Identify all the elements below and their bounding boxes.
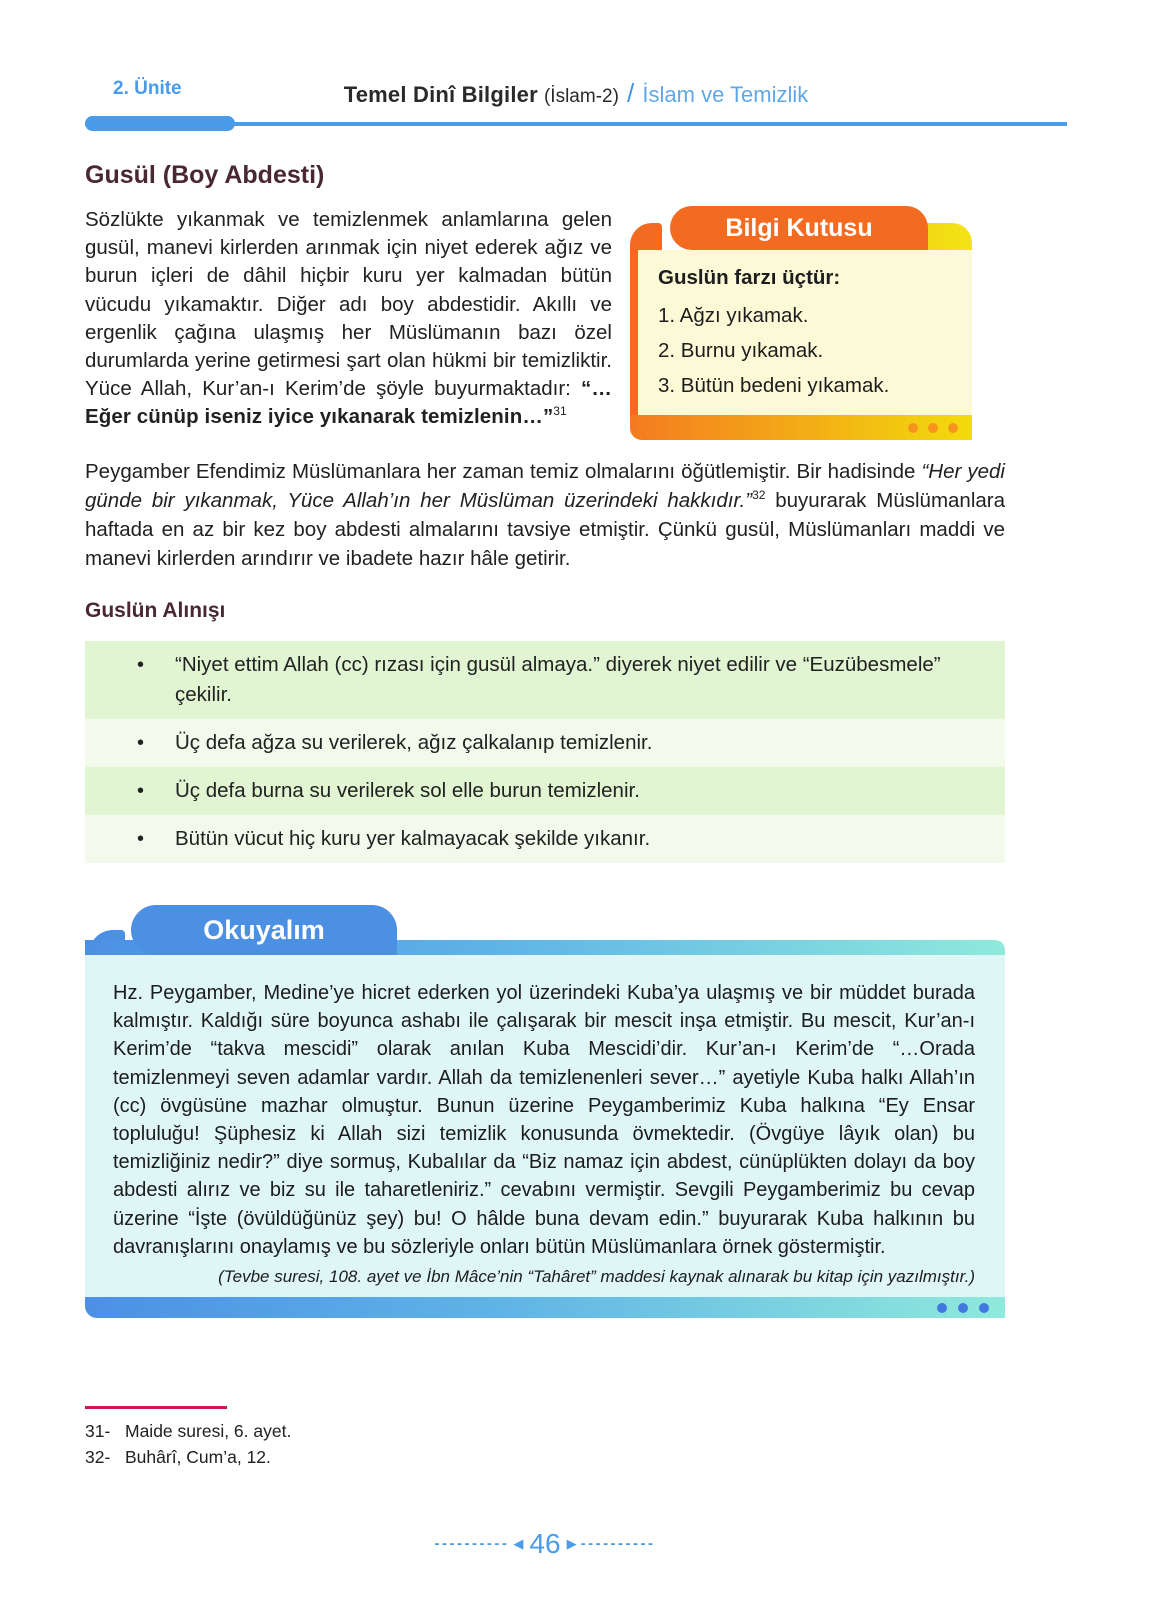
okuyalim-body: [85, 955, 1005, 1297]
header-rule: [85, 116, 1067, 131]
blue-dot-icon: [937, 1303, 947, 1313]
page-header: [85, 78, 1067, 131]
okuyalim-text: Hz. Peygamber, Medine’ye hicret ederken yol üzerindeki Kuba’ya ulaşmış ve bir müddet burada kalmıştır. Kaldığı süre boyunca ashabı ile çalışarak bir mescit inşa etmiştir. Bu mescit, Kur’an-ı Kerim’de “takva mescidi” olarak anılan Kuba Mescidi’dir. Kur’an-ı Kerim’de “…Orada temizlenmeyi seven adamlar vardır. Allah da temizlenenleri sever…” ayetiyle Kuba halkı Allah’ın (cc) övgüsüne mazhar olmuştur. Bunun üzerine Peygamberimiz Kuba halkına “Ey Ensar topluluğu! Şüphesiz ki Allah sizi temizlik konusunda övmektedir. (Övgüye lâyık olan) bu temizliğiniz nedir?” diye sormuş, Kubalılar da “Biz namaz için abdest, cünüplükten dolayı da boy abdesti alırız ve biz su ile taharetleniriz.” cevabını vermiştir. Sevgili Peygamberimiz bu cevap üzerine “İşte (övüldüğünüz şey) bu! O hâlde buna devam edin.” buyurarak Kuba halkının bu davranışlarını onaylamış ve bu sözleriyle onları bütün Müslümanlara örnek göstermiştir.: [113, 982, 975, 1258]
bilgi-item: 1. Ağzı yıkamak.: [658, 304, 809, 327]
bilgi-kutusu-header: [630, 206, 972, 250]
footnote-number: 32-: [85, 1447, 111, 1468]
okuyalim-footer-bar: [85, 1297, 1005, 1318]
footnote-item: [85, 1444, 1005, 1470]
gusul-step-item: • “Niyet ettim Allah (cc) rızası için gusül almaya.” diyerek niyet edilir ve “Euzübesmele” çekilir.: [85, 641, 1005, 719]
steps-heading: Guslün Alınışı: [85, 599, 226, 622]
gusul-step-item: • Üç defa ağza su verilerek, ağız çalkalanıp temizlenir.: [85, 719, 1005, 767]
book-title: Temel Dinî Bilgiler: [343, 82, 538, 107]
section-title: Gusül (Boy Abdesti): [85, 161, 325, 189]
gusul-steps-list: [85, 641, 1005, 863]
page-number-arrow-left-icon: ◀: [513, 1536, 524, 1552]
bilgi-kutusu-box: [630, 206, 972, 440]
hadis-part2: buyurarak Müslümanlara haftada en az bir kez boy abdesti almalarını tavsiye etmiştir. Çünkü gusül, Müslümanları maddi ve manevi kirlerden arındırır ve ibadete hazır hâle getirir.: [85, 489, 1006, 570]
orange-dot-icon: [948, 423, 958, 433]
gusul-step-item: • Üç defa burna su verilerek sol elle burun temizlenir.: [85, 767, 1005, 815]
hadis-paragraph: [85, 457, 1005, 573]
okuyalim-citation: (Tevbe suresi, 108. ayet ve İbn Mâce’nin “Tahâret” maddesi kaynak alınarak bu kitap için yazılmıştır.): [218, 1267, 975, 1287]
bilgi-corner-shape: [630, 223, 662, 250]
intro-quote-bold: “…Eğer cünüp iseniz iyice yıkanarak temizlenin…”: [85, 377, 612, 429]
okuyalim-title: Okuyalım: [131, 905, 397, 955]
blue-dot-icon: [979, 1303, 989, 1313]
bilgi-kutusu-title: Bilgi Kutusu: [670, 206, 928, 250]
intro-paragraph: [85, 206, 612, 440]
title-separator: /: [627, 78, 635, 108]
bilgi-heading: Guslün farzı üçtür:: [658, 266, 841, 289]
orange-dot-icon: [928, 423, 938, 433]
intro-row: [85, 206, 1005, 440]
orange-dot-icon: [908, 423, 918, 433]
footnote-rule: [85, 1406, 227, 1409]
footnote-ref-31: 31: [553, 404, 567, 419]
footnote-ref-32: 32: [752, 488, 766, 503]
header-title: [85, 78, 1067, 109]
footnote-text: Maide suresi, 6. ayet.: [125, 1421, 292, 1442]
blue-dot-icon: [958, 1303, 968, 1313]
bilgi-kutusu-body: [630, 250, 972, 415]
intro-text: Sözlükte yıkanmak ve temizlenmek anlamlarına gelen gusül, manevi kirlerden arınmak için niyet ederek ağız ve burun içleri de dâhil hiçbir kuru yer kalmadan bütün vücudu yıkamaktır. Diğer adı boy abdestidir. Akıllı ve ergenlik çağına ulaşmış her Müslümanın bazı özel durumlarda yerine getirmesi şart olan hükmi bir temizliktir. Yüce Allah, Kur’an-ı Kerim’de şöyle buyurmaktadır:: [85, 208, 612, 401]
page-footer: [85, 1528, 1005, 1560]
gusul-step-item: • Bütün vücut hiç kuru yer kalmayacak şekilde yıkanır.: [85, 815, 1005, 863]
okuyalim-header: [85, 905, 1005, 955]
footnote-number: 31-: [85, 1421, 111, 1442]
okuyalim-box: [85, 905, 1005, 1318]
footer-dashes-right: ----------: [580, 1534, 656, 1552]
header-rule-pill: [85, 116, 235, 131]
header-row: [85, 78, 1067, 110]
footnote-text: Buhârî, Cum’a, 12.: [125, 1447, 271, 1468]
page-number: 46: [529, 1528, 561, 1560]
book-subtitle: (İslam-2): [543, 86, 619, 107]
footer-dashes-left: ----------: [434, 1534, 510, 1552]
bilgi-item: 2. Burnu yıkamak.: [658, 339, 824, 362]
bilgi-item: 3. Bütün bedeni yıkamak.: [658, 374, 890, 397]
unit-label: 2. Ünite: [113, 78, 182, 99]
hadis-part1: Peygamber Efendimiz Müslümanlara her zaman temiz olmalarını öğütlemiştir. Bir hadisinde: [85, 460, 922, 483]
footnotes: [85, 1406, 1005, 1470]
page-number-arrow-right-icon: ▶: [566, 1536, 577, 1552]
footnote-item: [85, 1418, 1005, 1444]
bilgi-footer-bar: [630, 415, 972, 440]
hadis-quote-italic: “Her yedi günde bir yıkanmak, Yüce Allah’ın her Müslüman üzerindeki hakkıdır.”: [85, 460, 1005, 512]
chapter-title: İslam ve Temizlik: [642, 82, 809, 107]
